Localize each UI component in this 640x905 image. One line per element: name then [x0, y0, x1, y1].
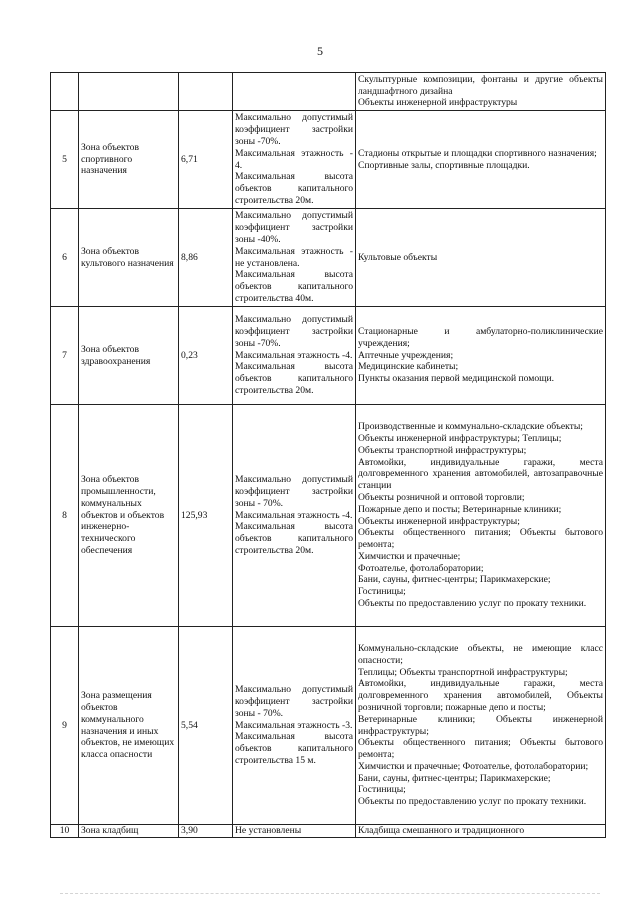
- permitted-use-line: Медицинские кабинеты;: [358, 361, 459, 373]
- permitted-use-line: Теплицы; Объекты транспортной инфраструктуры;: [358, 666, 568, 678]
- zone-number: 8: [51, 405, 79, 627]
- permitted-use-line: Ветеринарные клиники; Объекты инженерной инфраструктуры;: [358, 713, 603, 737]
- permitted-use-line: Химчистки и прачечные;: [358, 550, 461, 562]
- permitted-use-line: Автомойки, индивидуальные гаражи, места долговременного хранения автомобилей, автозаправочные станции: [358, 456, 603, 492]
- permitted-use-line: Объекты по предоставлению услуг по прокату техники.: [358, 598, 587, 610]
- zone-area: 5,54: [179, 627, 233, 825]
- parameter-line: Максимальная высота объектов капитального строительства 20м.: [235, 171, 353, 206]
- zones-table: [50, 72, 606, 838]
- zone-row: [51, 825, 606, 838]
- permitted-use-line: Химчистки и прачечные; Фотоателье, фотолаборатории;: [358, 760, 589, 772]
- zone-number: 10: [51, 825, 79, 838]
- parameter-line: Максимальная этажность - не установлена.: [235, 245, 353, 269]
- zone-parameters: [233, 825, 356, 838]
- parameter-line: Максимальная этажность -4.: [235, 509, 353, 521]
- zone-area: 125,93: [179, 405, 233, 627]
- parameter-line: Максимальная этажность -3.: [235, 719, 353, 731]
- zone-permitted-uses: [356, 405, 606, 627]
- parameter-line: Максимальная высота объектов капитального строительства 20м.: [235, 361, 353, 396]
- permitted-use-line: Объекты по предоставлению услуг по прокату техники.: [358, 796, 587, 808]
- zone-parameters: [233, 73, 356, 111]
- zone-row: [51, 405, 606, 627]
- parameter-line: Максимально допустимый коэффициент застройки зоны - 70%.: [235, 684, 353, 719]
- zone-permitted-uses: [356, 307, 606, 405]
- parameter-line: Максимальная высота объектов капитального строительства 40м.: [235, 269, 353, 304]
- zone-number: 9: [51, 627, 79, 825]
- zone-name: Зона объектов промышленности, коммунальных объектов и объектов инженерно-технического обеспечения: [79, 405, 179, 627]
- permitted-use-line: Аптечные учреждения;: [358, 349, 454, 361]
- parameter-line: Максимальная этажность -4.: [235, 349, 353, 361]
- zone-name: Зона объектов спортивного назначения: [79, 111, 179, 209]
- zone-area: [179, 73, 233, 111]
- permitted-use-line: Фотоателье, фотолаборатории;: [358, 562, 484, 574]
- parameter-line: Максимально допустимый коэффициент застройки зоны -70%.: [235, 314, 353, 349]
- zone-number: 6: [51, 209, 79, 307]
- zone-number: 5: [51, 111, 79, 209]
- zone-row: [51, 307, 606, 405]
- zone-permitted-uses: [356, 209, 606, 307]
- permitted-use-line: Пожарные депо и посты; Ветеринарные клиники;: [358, 503, 562, 515]
- zone-number: 7: [51, 307, 79, 405]
- permitted-use-line: Объекты инженерной инфраструктуры; Теплицы;: [358, 432, 562, 444]
- permitted-use-line: Спортивные залы, спортивные площадки.: [358, 159, 530, 171]
- permitted-use-line: Культовые объекты: [358, 251, 438, 263]
- permitted-use-line: Бани, сауны, фитнес-центры; Парикмахерские;: [358, 772, 551, 784]
- permitted-use-line: Производственные и коммунально-складские объекты;: [358, 421, 583, 433]
- permitted-use-line: Кладбища смешанного и традиционного: [358, 825, 525, 836]
- permitted-use-line: Пункты оказания первой медицинской помощи.: [358, 373, 555, 385]
- permitted-use-line: Автомойки, индивидуальные гаражи, места долговременного хранения автомобилей, Объекты розничной торговли; пожарные депо и посты;: [358, 678, 603, 713]
- zone-parameters: [233, 307, 356, 405]
- parameter-line: Максимальная этажность - 4.: [235, 147, 353, 171]
- zone-name: Зона объектов здравоохранения: [79, 307, 179, 405]
- permitted-use-line: Стационарные и амбулаторно-поликлинические учреждения;: [358, 326, 603, 349]
- page-number: 5: [317, 44, 323, 58]
- parameter-line: Максимальная высота объектов капитального строительства 20м.: [235, 521, 353, 556]
- zone-area: 3,90: [179, 825, 233, 838]
- permitted-use-line: Объекты розничной и оптовой торговли;: [358, 491, 525, 503]
- zone-name: [79, 73, 179, 111]
- permitted-use-line: Гостиницы;: [358, 784, 406, 796]
- zone-permitted-uses: [356, 73, 606, 111]
- scan-edge-noise: [60, 893, 600, 900]
- zones-table-body: [51, 73, 606, 838]
- permitted-use-line: Стадионы открытые и площадки спортивного назначения;: [358, 147, 597, 159]
- permitted-use-line: Скульптурные композиции, фонтаны и другие объекты ландшафтного дизайна: [358, 73, 603, 97]
- parameter-line: Не установлены: [235, 825, 302, 836]
- permitted-use-line: Объекты инженерной инфраструктуры: [358, 97, 518, 109]
- permitted-use-line: Объекты инженерной инфраструктуры;: [358, 515, 520, 527]
- permitted-use-line: Коммунально-складские объекты, не имеющие класс опасности;: [358, 642, 603, 666]
- permitted-use-line: Гостиницы;: [358, 586, 406, 598]
- zone-permitted-uses: [356, 111, 606, 209]
- zone-parameters: [233, 111, 356, 209]
- zone-name: Зона объектов культового назначения: [79, 209, 179, 307]
- zone-area: 8,86: [179, 209, 233, 307]
- parameter-line: Максимально допустимый коэффициент застройки зоны -40%.: [235, 210, 353, 245]
- zone-number: [51, 73, 79, 111]
- permitted-use-line: Объекты транспортной инфраструктуры;: [358, 444, 527, 456]
- zone-name: Зона кладбищ: [79, 825, 179, 838]
- zone-permitted-uses: [356, 825, 606, 838]
- zone-parameters: [233, 627, 356, 825]
- parameter-line: Максимальная высота объектов капитального строительства 15 м.: [235, 731, 353, 766]
- zone-name: Зона размещения объектов коммунального назначения и иных объектов, не имеющих класса опасности: [79, 627, 179, 825]
- zone-row: [51, 627, 606, 825]
- parameter-line: Максимально допустимый коэффициент застройки зоны - 70%.: [235, 474, 353, 509]
- permitted-use-line: Объекты общественного питания; Объекты бытового ремонта;: [358, 527, 603, 551]
- zone-parameters: [233, 209, 356, 307]
- permitted-use-line: Объекты общественного питания; Объекты бытового ремонта;: [358, 737, 603, 761]
- zone-area: 0,23: [179, 307, 233, 405]
- permitted-use-line: Бани, сауны, фитнес-центры; Парикмахерские;: [358, 574, 551, 586]
- zone-permitted-uses: [356, 627, 606, 825]
- zone-parameters: [233, 405, 356, 627]
- zone-row: [51, 209, 606, 307]
- zone-row: [51, 111, 606, 209]
- zone-area: 6,71: [179, 111, 233, 209]
- zone-row: [51, 73, 606, 111]
- parameter-line: Максимально допустимый коэффициент застройки зоны -70%.: [235, 112, 353, 147]
